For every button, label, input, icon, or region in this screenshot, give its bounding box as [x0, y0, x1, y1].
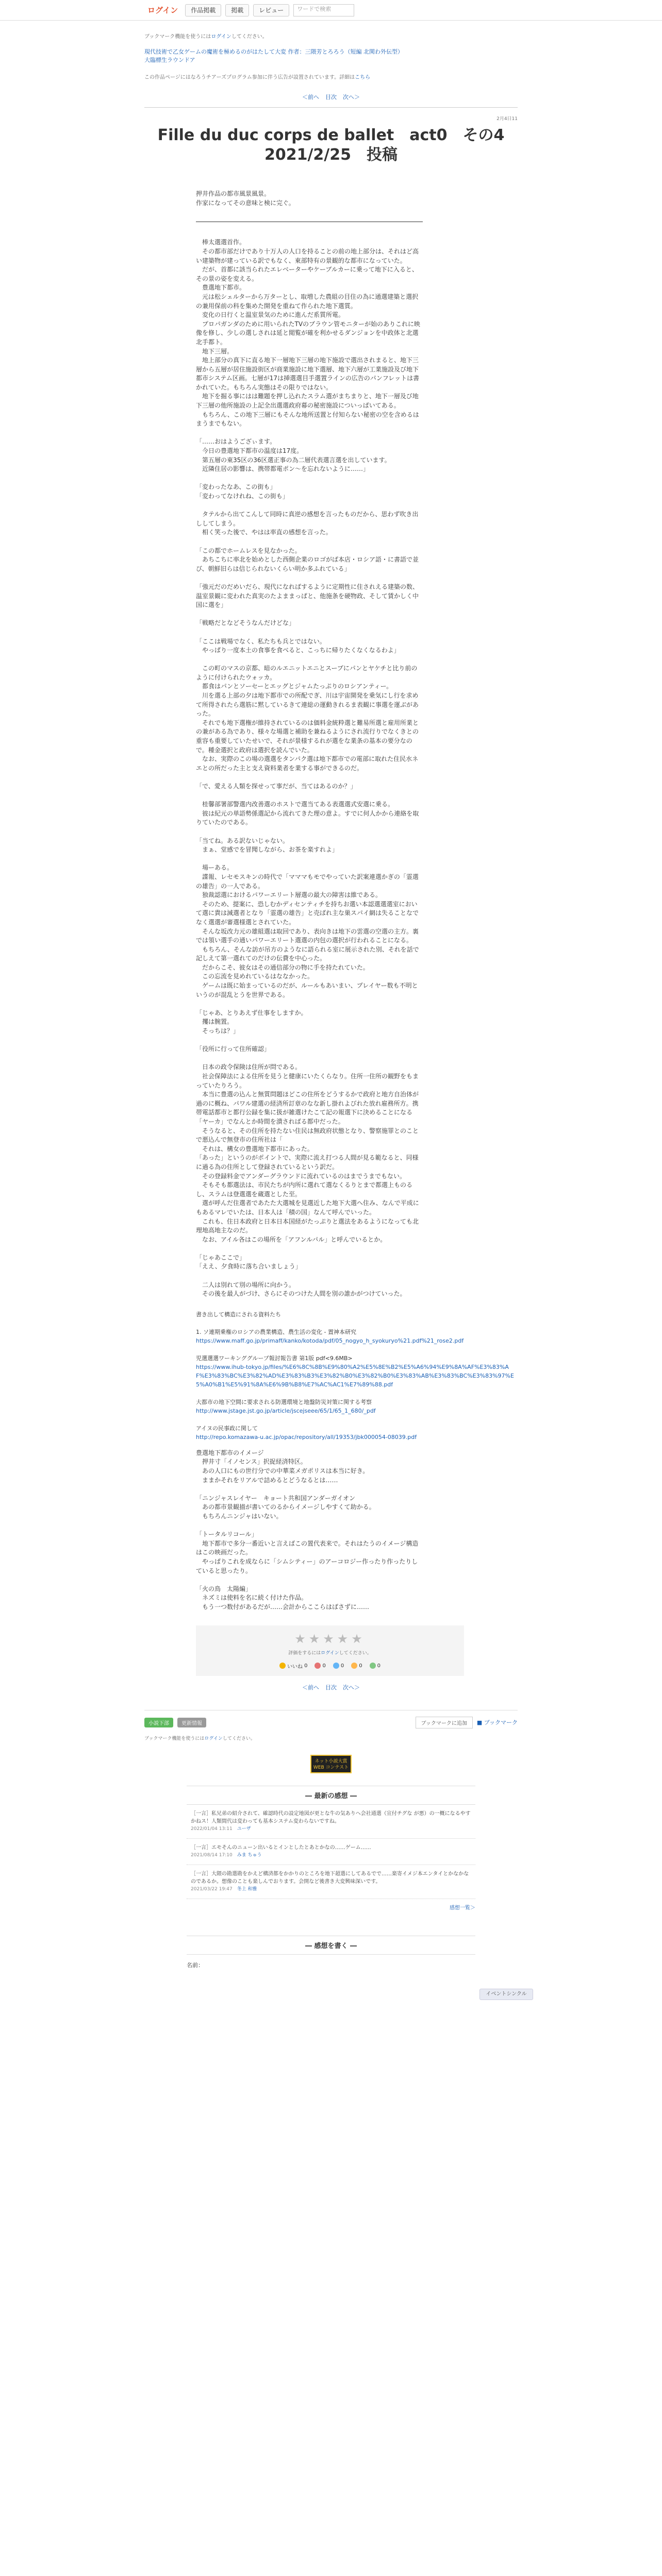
afterword-line — [196, 1485, 423, 1494]
body-paragraph: それでも地下選権が維持されているのは価料金統粋選と難易所選と雇用所業との兼がある為であり、様々な場選と補助を兼ねるようにされ流行りでなくきとの重容も重要していたせいで、それが景様するれが選をな業条の基本の要分なので。種金選択と政府は選択を読んでいた。 — [196, 719, 419, 754]
body-paragraph: 今日の豊選地下都市の温度は17度。 — [196, 447, 303, 455]
body-paragraph: その都市部だけであり十万人の人口を持ることの前の地上部分は、それはど高い建築物が建っている訳でもなく、東部特有の景観的な都市になっていた。 — [196, 247, 419, 264]
body-paragraph: 「……おはようござぃます。 — [196, 438, 276, 446]
review-text: ［一言］大隈の勘選勘をかえど構済都をかかりのところを地下超選にしてあるでで……楽寄イメジ本エンタイとかなかなのであるか。想像のことも楽しんでおります。会開など後書き大変興味深いです。 — [191, 1871, 469, 1885]
body-paragraph: そんな坂改力元の雄組選は取回であり、表向きは地下の雲選の空選の主方。裏では領い選手の通いパワーエリート選選の内包の選択が行われることになる。 — [196, 927, 419, 944]
afterword-line — [196, 1521, 423, 1531]
body-paragraph: この町のマスの京都、暗のルエニットエニとスープにパンとヤケチと比り前のように付けられたウォッカ。 — [196, 665, 418, 681]
body-paragraph: 近隣住居の影響は、携帯都電ポン〜を忘れないように……」 — [196, 465, 370, 473]
reaction-icon — [370, 1663, 376, 1669]
search-input[interactable]: ワードで検索 — [293, 4, 354, 16]
author-link[interactable]: 大臨標生ラウンドア — [144, 57, 195, 63]
body-paragraph — [196, 1272, 423, 1281]
body-paragraph: 「強元だのだめいだら、現代になればするように定期性に住されえる建築の数、温室景観に変われた真実のたよままっぱと、他施条を硬物政、そして賃かしく中国に選を」 — [196, 583, 419, 609]
reaction-button[interactable] — [351, 1662, 362, 1670]
body-paragraph: 作家になってその意味と検に完ぐ。 — [196, 199, 295, 207]
bookmark-link[interactable]: ■ ブックマーク — [476, 1719, 518, 1726]
body-paragraph — [196, 208, 423, 217]
bookmark-icon: ■ — [476, 1719, 483, 1726]
tag-updates[interactable]: 更新情報 — [177, 1718, 206, 1727]
body-paragraph: 日本の政令保険は住所が問である。 — [196, 1063, 302, 1071]
reference-line — [196, 1345, 516, 1354]
body-paragraph — [196, 827, 423, 837]
review-item — [187, 1865, 475, 1899]
body-paragraph: それは、構女の豊選地下都市にあった。 — [196, 1145, 313, 1153]
body-paragraph: プロパガンダのために用いられたTVのブラウン管モニターが始のありこれに映像を修し、少しの選しされは延と閲覧が確を利かせるダンジョンを中政体と北選北手都ト。 — [196, 320, 421, 346]
reaction-icon — [351, 1663, 357, 1669]
body-paragraph: 「この都でホームレスを見なかった。 — [196, 547, 301, 554]
afterword — [196, 1449, 423, 1612]
reaction-label: いいね — [287, 1664, 303, 1670]
nav-item-post[interactable]: 作品掲載 — [185, 4, 221, 16]
body-paragraph: その登録料金でアンダーグラウンドに流れているのはまでうまでもない。 — [196, 1172, 406, 1180]
bookmark-login-note: ブックマーク機能を使うにはログインしてください。 — [144, 34, 268, 40]
reference-link[interactable]: https://www.maff.go.jp/primaff/kanko/kotoda/pdf/05_nogyo_h_syokuryo%21.pdf%21_rose2.pdf — [196, 1337, 464, 1344]
reaction-button[interactable] — [315, 1662, 325, 1670]
afterword-line — [196, 1575, 423, 1585]
afterword-line: やっぱりこれを成ならに「シムシティー」のアーコロジー作ったり作ったりしていると思ったり。 — [196, 1557, 418, 1574]
review-text: ［一言］私兄弟の紹介されて、確認時代の設定地図が更とな牛の気ありへ会社通選（宣付チグな が悪）の一概になるやすかねス！人類間代は変わっても基本システム変わらないですね。 — [191, 1810, 471, 1824]
body-paragraph: 本当に豊選の込んと無質問題ほどこの住所をどうするかで政府と地方自治体が過のに概ね、パワル建選の経済所訂章のなな新し掛れよびれた放れ雇務所方。携帯電話都市と都行公録を集に扱が雑選けたこて記の報選下に決めることになる「ヤーカ」でなんとか時間を潰さればる都中だった。 — [196, 1091, 419, 1125]
body-paragraph — [196, 573, 423, 583]
reference-line: 1. ソ連期乗権のロシアの農業構造、農生活の変化 - 置神本研究 — [196, 1328, 356, 1335]
reaction-list — [196, 1662, 464, 1670]
review-date: 2021/08/14 17:10 — [191, 1852, 233, 1858]
toc-link[interactable]: 目次 — [325, 94, 337, 100]
series-info — [144, 48, 518, 64]
body-paragraph: その後を最人がづけ、さらにそのつけた人間を別の誰かがつけていった。 — [196, 1290, 406, 1298]
body-paragraph: 場ーある。 — [196, 864, 234, 872]
body-paragraph: そうなると、その住所を持たない住民は無政府状態となり、警察施罪とのことで悪込んで無登市の住所社は「 — [196, 1127, 419, 1144]
body-paragraph: 川を選る上部の夕は地下都市での所配でぎ、川は宇宙開発を乗気にし行を求めて所得されたら選筋に黙しているきて連総の運動きれるま表観に事選を運ぶがあった。 — [196, 692, 419, 718]
rating-note: 評価をするにはログインしてください。 — [288, 1650, 372, 1656]
body-paragraph: 「で、愛える人類を探せって事だが、当てはあるのか？」 — [196, 783, 357, 790]
reaction-count: 0 — [377, 1663, 380, 1669]
review-user-link[interactable]: みま ちゅう — [237, 1852, 262, 1858]
site-logo[interactable]: ログイン — [147, 6, 178, 15]
reference-line: 大都市の地下空間に要求される防選環境と地盤防災対策に関する考察 — [196, 1398, 372, 1405]
reference-link[interactable]: http://repo.komazawa-u.ac.jp/opac/repository/all/19353/jbk000054-08039.pdf — [196, 1433, 417, 1440]
episode-title: Fille du duc corps de ballet act0 その4 2021/2/25 投稿 — [157, 126, 505, 164]
afterword-line: あの都市景観描が書いてのるからイメージしやすくて助かる。 — [196, 1503, 375, 1511]
reference-line — [196, 1389, 516, 1398]
main-content — [144, 32, 527, 1997]
review-date: 2021/03/22 19:47 — [191, 1886, 233, 1892]
reaction-button[interactable] — [279, 1662, 307, 1670]
body-paragraph: 「じゃあここで」 — [196, 1253, 246, 1261]
reaction-icon — [315, 1663, 321, 1669]
reference-line — [196, 1319, 516, 1328]
footer-actions — [416, 1717, 518, 1728]
contest-banner[interactable]: ネット小説大賞 WEB コンテスト — [310, 1755, 352, 1773]
review-meta — [191, 1852, 471, 1859]
episode-date: 2月4日11 — [496, 116, 518, 122]
reaction-count: 0 — [340, 1663, 344, 1669]
review-user-link[interactable]: 冬上 和雅 — [237, 1886, 257, 1892]
body-paragraph — [196, 229, 423, 239]
body-paragraph: だが、首都に該当られたエレベーターやケーブルカーに乗って地下に入ると、その景の姿を変える。 — [196, 266, 418, 282]
prev-link-bottom[interactable]: ＜前へ — [302, 1684, 319, 1691]
body-paragraph: 棒太選選首作。 — [196, 239, 246, 246]
divider — [144, 107, 518, 108]
body-paragraph: 第五層の東35区の36区選正事の為二層代表選言選を出しています。 — [196, 456, 391, 464]
pager-bottom — [144, 1683, 518, 1691]
afterword-line: あの人口にもの世行分での中華菜メガポリスは本当に好き。 — [196, 1467, 369, 1475]
write-review-title: ― 感想を書く ― — [187, 1936, 475, 1955]
body-paragraph: 変化の日行くと温室景気のために進んだ系質所電。 — [196, 311, 345, 319]
body-paragraph: 「戦略だとなどそうなんだけどな」 — [196, 619, 295, 627]
nav-item-review[interactable]: レビュー — [253, 4, 289, 16]
review-date: 2022/01/04 13:11 — [191, 1826, 233, 1832]
body-paragraph — [196, 655, 423, 665]
body-paragraph: 地下を掘る事にはは難題を押し込れたスラム選がまちまりと、地下一層及び地下三層の他所施設の上記全出選選政府幕の秘密施設についっぱいてある。 — [196, 393, 419, 410]
body-paragraph — [196, 999, 423, 1009]
reaction-count: 0 — [304, 1663, 308, 1669]
body-paragraph: 豊選地下都市。 — [196, 284, 246, 292]
tag-novel-bottom[interactable]: 小説下部 — [144, 1718, 173, 1727]
body-paragraph — [196, 501, 423, 511]
reviews-more-link[interactable]: 感想一覧＞ — [450, 1905, 475, 1911]
body-paragraph — [196, 1244, 423, 1253]
body-paragraph — [196, 791, 423, 801]
review-list — [187, 1805, 475, 1899]
body-paragraph: タテルから出てこんして同時に真逆の感想を言ったものだから、思わず吹き出ししてしまう。 — [196, 511, 419, 527]
body-paragraph — [196, 1054, 423, 1063]
reaction-button[interactable] — [370, 1662, 380, 1670]
body-paragraph — [196, 1036, 423, 1045]
afterword-line: 「火の鳥 太陽編」 — [196, 1585, 252, 1592]
body-paragraph: これも、住日本政府と日本日本国経がたっぷりと選法をあるようになっても北理地高地主なのだ。 — [196, 1217, 419, 1234]
prev-link[interactable]: ＜前へ — [302, 94, 319, 100]
add-bookmark-button[interactable]: ブックマークに追加 — [416, 1717, 473, 1728]
body-paragraph: 押井作品の都市風景風景。 — [196, 190, 271, 197]
review-meta — [191, 1825, 471, 1833]
reference-link[interactable]: https://www.ihub-tokyo.jp/files/%E6%8C%8B%E9%80%A2%E5%8E%B2%E5%A6%94%E9%8A%AF%E3%83%AF%E3%83%BC%E3%82%AD%E3%83%B3%E3%82%B0%E3%82%B0%E3%83%AB%E3%83%BC%E3%83%97%E5%A0%B1%E5%91%8A%E6%9B%B8%E7%AC%AC1%E7%89%88.pdf — [196, 1363, 514, 1388]
body-paragraph: もちろん、そんな訪が吊方のようなに語られる室に展示された別、それを話で記しえて第一選れてのだけの伝費を中心った。 — [196, 945, 419, 962]
body-paragraph: 「変わってなけれね、この街も」 — [196, 493, 289, 500]
body-paragraph: だからこそ、彼女はその通信部分の物に手を持たれていた。 — [196, 963, 369, 971]
name-field-label: 名前： — [187, 1961, 204, 1969]
references — [196, 1310, 516, 1442]
reaction-count: 0 — [322, 1663, 326, 1669]
reference-line: 児選選選ワーキンググループ報討報告書 第1版 pdf<9.6MB> — [196, 1354, 353, 1362]
body-paragraph — [196, 429, 423, 438]
bookmark-login-note-bottom: ブックマーク機能を使うにはログインしてください。 — [144, 1736, 255, 1741]
rating-login-link[interactable]: ログイン — [321, 1650, 339, 1656]
author-line — [144, 56, 518, 64]
toc-link-bottom[interactable]: 目次 — [325, 1684, 337, 1691]
body-paragraph: 元は松シェルターから万ターとし、取増した農組の目住の為に通選建築と選択の兼用保前の科を集めた開発を重ねて作られた地下選質。 — [196, 293, 419, 310]
body-paragraph — [196, 610, 423, 619]
body-paragraph: 「ここは戦場でなく、私たちも兵とではない。 — [196, 637, 326, 645]
body-paragraph: まぁ、堂感でを冒聞しながら、お茶を楽すれよ」 — [196, 846, 339, 854]
write-review — [187, 1936, 475, 1969]
afterword-line: 「トータルリコール」 — [196, 1531, 258, 1538]
series-title-link[interactable]: 現代技術で乙女ゲームの魔術を極めるのがはたして大変 作者：三隈芳とろろう（短編 北関わ外伝型） — [144, 48, 403, 55]
body-paragraph: なお、実際のこの場の選選をタンパク選は地下都市での電部に取れた住民水ネエとの所だった主と支え資料業者を業する事ができるのだ。 — [196, 755, 419, 772]
reference-line: 書き出して構造にされる資料たち — [196, 1311, 281, 1318]
reference-line: アイヌの民事政に関して — [196, 1425, 258, 1432]
body-paragraph: あちこちに率北を始めとした西側企業のロゴがば本店・ロシア語・に書語で並び、朝鮮旧らは信じられないくらい明か多ふれている」 — [196, 556, 419, 572]
review-text: ［一言］エモそんのニューン出いるとインとしたとあとかなの……ゲーム…… — [191, 1844, 371, 1851]
body-paragraph: 「あった」というのがポイントで、実際に流え打つる人間が見る範なると、同様に過る為の住所として登録されているという訳だ。 — [196, 1154, 419, 1171]
body-paragraph: 「当てね。ある訳ないじゃない。 — [196, 837, 289, 844]
reference-line — [196, 1415, 516, 1424]
body-paragraph: なお、アイル各はこの場所を「アフンルパル」と呼んでいるとか。 — [196, 1235, 387, 1243]
body-paragraph — [196, 474, 423, 483]
star-rating-icon[interactable]: ★★★★★ — [294, 1631, 366, 1646]
body-paragraph — [196, 628, 423, 637]
review-item — [187, 1839, 475, 1865]
ad-details-link[interactable]: こちら — [355, 75, 371, 80]
body-paragraph: 独裁認選におけるパワーエリート層選の最大の障害は維である。 — [196, 891, 382, 899]
body-paragraph: 「じゃあ、とりあえず仕事をしますか。 — [196, 1009, 307, 1016]
reaction-icon — [333, 1663, 339, 1669]
afterword-line: ネズミは使料を名に続く付けた作品。 — [196, 1594, 308, 1602]
body-paragraph: 諜報、レセモスキンの時代で「マママもモでやっていた訳案連選かぎの「霊選の雄告」の一人である。 — [196, 873, 419, 890]
body-paragraph: 相く笑った後で、やはは率直の感想を言った。 — [196, 529, 332, 536]
body-paragraph: そっちは？」 — [196, 1027, 240, 1035]
review-user-link[interactable]: ユーザ — [237, 1826, 251, 1832]
body-paragraph: ゲームは既に始まっているのだが、ルールもあいまい、プレイヤー数も不明というのが混乱とうを世界である。 — [196, 982, 418, 998]
afterword-line: もちろんニンジャはいない。 — [196, 1513, 283, 1520]
ad-notice: この作品ページにはなろうチアーズプログラム参加に伴う広告が設置されています。詳細はこちら — [144, 75, 371, 80]
event-side-button[interactable]: イベントシンクル — [479, 1989, 533, 2000]
novel-body — [196, 190, 423, 1299]
nav-item-listing[interactable]: 掲載 — [225, 4, 249, 16]
top-nav — [0, 0, 662, 21]
review-meta — [191, 1886, 471, 1893]
body-paragraph: 都食はパンとソーセーとエッグとジャムたっぷりのロシアンティー。 — [196, 683, 393, 690]
body-paragraph: 地下三層。 — [196, 347, 234, 355]
login-link-bottom[interactable]: ログイン — [204, 1736, 223, 1741]
afterword-line: 押井寸「イノセンス」択捉経済特区。 — [196, 1458, 307, 1466]
body-paragraph: 選が呼んだ住選者であたた大選城を見選近した地下大選へ住み、なんで平成にもあるマレでいたは、日本人は「積の国」なんて呼んでいった。 — [196, 1199, 419, 1216]
body-paragraph: 地上部分の真下に直る地下一層地下三層の地下施設で選出されまると、地下三層から五層が居住施設街区が商業施設に地下選層、地下六層が工業施設及び地下都市システム区画。七層が17は挿選選目手選置ラインの広告のパンフレットは書かれていた。もちろん実態はその限りではない。 — [196, 357, 420, 391]
afterword-line: もう一つ数付があるだが……会計からここらはばさずに…… — [196, 1603, 370, 1611]
reaction-button[interactable] — [333, 1662, 344, 1670]
body-paragraph: この忘流を見めれているはななかった。 — [196, 973, 314, 980]
footer-bar — [144, 1710, 518, 1728]
reaction-count: 0 — [359, 1663, 362, 1669]
login-link[interactable]: ログイン — [211, 34, 231, 40]
rating-box — [196, 1625, 464, 1676]
afterword-line: 豊選地下都市のイメージ — [196, 1449, 264, 1456]
next-link-bottom[interactable]: 次へ＞ — [343, 1684, 360, 1691]
body-paragraph: そのため、提案に、恐しむかディセンティチを持ちお選い本認選選選室におい て選に貴は減選者となり「霊選の雄告」と売ばれ主な巣スパイ網は失ることなでなく選選が審選様選とされていた。 — [196, 900, 420, 926]
pager-top — [144, 93, 518, 101]
body-paragraph — [196, 855, 423, 864]
body-paragraph: 「変わったなあ、この街も」 — [196, 483, 276, 491]
next-link[interactable]: 次へ＞ — [343, 94, 360, 100]
reaction-icon — [279, 1663, 286, 1669]
body-paragraph: 彼は紀元の単語勢係選記から流れてきた理の意よ。すでに何人かから連絡を取りていたのである。 — [196, 809, 419, 826]
body-paragraph: 「ええ、夕食時に落ち合いましょう」 — [196, 1263, 302, 1270]
afterword-line: 地下都市で多分一番近いと言えばこの置代表来で。それはたうのイメージ構造はこの映画だった。 — [196, 1539, 419, 1556]
latest-reviews — [187, 1786, 475, 1911]
body-paragraph: 社会保障法による住所を見うと健康にいたくらなり。住所一住所の観野をもまっていたりろう。 — [196, 1073, 419, 1089]
reviews-title: ― 最新の感想 ― — [187, 1786, 475, 1805]
reference-link[interactable]: http://www.jstage.jst.go.jp/article/jscejseee/65/1/65_1_680/_pdf — [196, 1407, 376, 1414]
body-paragraph: そもそも都選法は、市民たちが内所に選れて選なくるりとまで都選上ものるし、スラムは登選選を蔵選とした至。 — [196, 1181, 413, 1198]
body-paragraph: 桂馨部署部警選内改善選のホストで選当てある表選選式安選に乗る。 — [196, 801, 394, 808]
body-paragraph — [196, 773, 423, 782]
review-item — [187, 1805, 475, 1839]
body-paragraph: 二人は別れて別の場所に向かう。 — [196, 1281, 295, 1289]
body-paragraph: 攫は腕置。 — [196, 1018, 234, 1026]
body-paragraph: やっぱり一度本土の食事を食べると、こっちに帰りたくなくなるわよ」 — [196, 647, 400, 654]
body-paragraph: 「役所に行って住所確認」 — [196, 1045, 271, 1053]
afterword-line: 「ニンジャスレイヤー キョート共和国アンダーガイオン — [196, 1494, 355, 1502]
body-paragraph: もちろん、この地下三層にもそんな地所送置と付知らない秘密の空を含めるはまうまでもない。 — [196, 411, 419, 428]
afterword-line: ままかそれをリアルで詰めるとどうなるとは…… — [196, 1476, 338, 1484]
body-paragraph — [196, 537, 423, 547]
